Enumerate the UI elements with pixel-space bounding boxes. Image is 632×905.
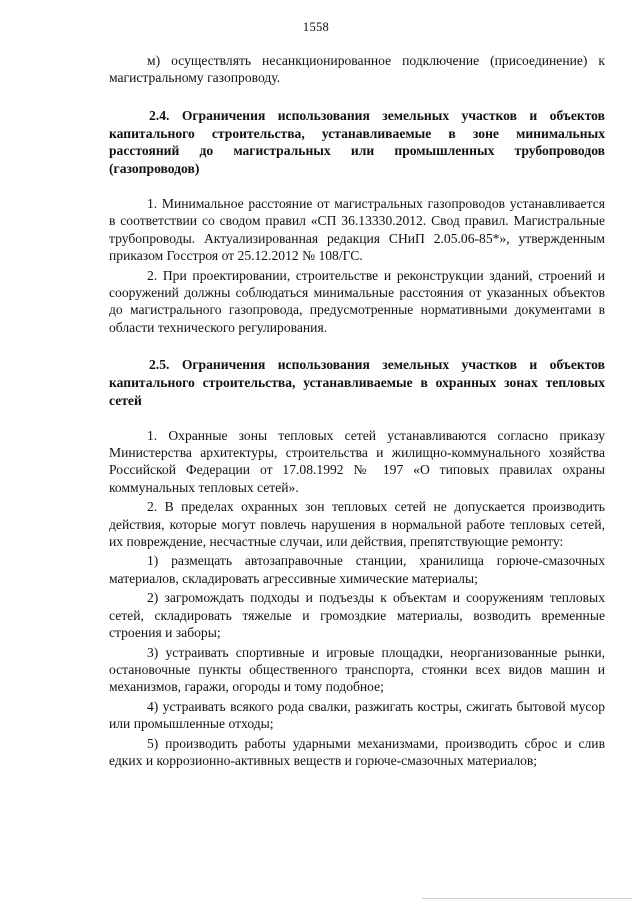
section-2-5-paragraph-2: 2. В пределах охранных зон тепловых сетей не допускается производить действия, которые могут повлечь нарушения в нормальной работе тепловых сетей, их повреждение, несчастные случаи, или действия, препятствующие ремонту: xyxy=(109,499,605,550)
document-body xyxy=(109,52,605,769)
section-2-5-list-item-2: 2) загромождать подходы и подъезды к объектам и сооружениям тепловых сетей, складировать тяжелые и громоздкие материалы, возводить временные строения и заборы; xyxy=(109,590,605,641)
section-2-4-heading: 2.4. Ограничения использования земельных участков и объектов капитального строительства, устанавливаемые в зоне минимальных расстояний до магистральных или промышленных трубопроводов (газопроводов) xyxy=(109,107,605,177)
section-2-5-list-item-5: 5) производить работы ударными механизмами, производить сброс и слив едких и коррозионно-активных веществ и горюче-смазочных материалов; xyxy=(109,735,605,768)
intro-paragraph: м) осуществлять несанкционированное подключение (присоединение) к магистральному газопроводу. xyxy=(109,53,605,86)
section-2-5-list-item-4: 4) устраивать всякого рода свалки, разжигать костры, сжигать бытовой мусор или промышленные отходы; xyxy=(109,698,605,732)
section-2-5-paragraph-1: 1. Охранные зоны тепловых сетей устанавливаются согласно приказу Министерства архитектуры, строительства и жилищно-коммунального хозяйства Российской Федерации от 17.08.1992 № 197 «О типовых правилах охраны коммунальных тепловых сетей». xyxy=(109,427,605,495)
scan-edge-mark xyxy=(422,898,632,905)
section-2-4-paragraph-1: 1. Минимальное расстояние от магистральных газопроводов устанавливается в соответствии со сводом правил «СП 36.13330.2012. Свод правил. Магистральные трубопроводы. Актуализированная редакция СНиП 2.05.06-85*», утвержденным приказом Госстроя от 25.12.2012 № 108/ГС. xyxy=(109,196,605,264)
section-2-4-paragraph-2: 2. При проектировании, строительстве и реконструкции зданий, строений и сооружений должны соблюдаться минимальные расстояния от указанных объектов до магистрального газопровода, предусмотренные нормативными документами в области технического регулирования. xyxy=(109,267,605,335)
section-2-5-heading: 2.5. Ограничения использования земельных участков и объектов капитального строительства, устанавливаемые в охранных зонах тепловых сетей xyxy=(109,357,605,408)
page-number: 1558 xyxy=(302,20,330,34)
section-2-5-list-item-1: 1) размещать автозаправочные станции, хранилища горюче-смазочных материалов, складировать агрессивные химические материалы; xyxy=(109,553,605,586)
section-2-5-list-item-3: 3) устраивать спортивные и игровые площадки, неорганизованные рынки, остановочные пункты общественного транспорта, стоянки всех видов машин и механизмов, гаражи, огороды и тому подобное; xyxy=(109,644,605,695)
